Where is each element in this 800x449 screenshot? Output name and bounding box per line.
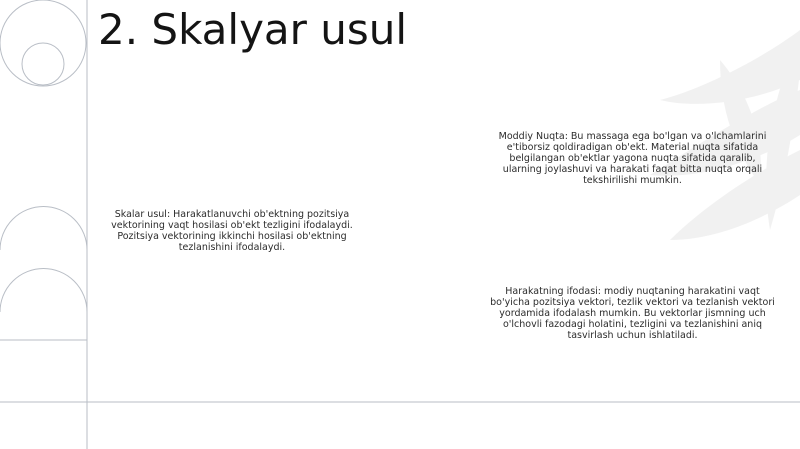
paragraph-skalar-usul: Skalar usul: Harakatlanuvchi ob'ektning pozitsiya vektorining vaqt hosilasi ob'ekt tezligini ifodalaydi. Pozitsiya vektorining ikkinchi hosilasi ob'ektning tezlanishini ifodalaydi. bbox=[111, 209, 353, 253]
arch-outline bbox=[0, 269, 87, 313]
arch-outline bbox=[0, 207, 87, 251]
paragraph-moddiy-nuqta: Moddiy Nuqta: Bu massaga ega bo'lgan va o'lchamlarini e'tiborsiz qoldiradigan ob'ekt. Material nuqta sifatida belgilangan ob'ektlar yagona nuqta sifatida qaralib, ularning joylashuvi va harakati faqat bitta nuqta orqali tekshirilishi mumkin. bbox=[498, 131, 767, 186]
paragraph-harakat-ifodasi: Harakatning ifodasi: modiy nuqtaning harakatini vaqt bo'yicha pozitsiya vektori, tezlik vektori va tezlanish vektori yordamida ifodalash mumkin. Bu vektorlar jismning uch o'lchovli fazodagi holatini, tezligini va tezlanishini aniq tasvirlash uchun ishlatiladi. bbox=[490, 286, 775, 341]
slide-title: 2. Skalyar usul bbox=[98, 5, 408, 54]
circle-outline-icon bbox=[22, 43, 64, 85]
